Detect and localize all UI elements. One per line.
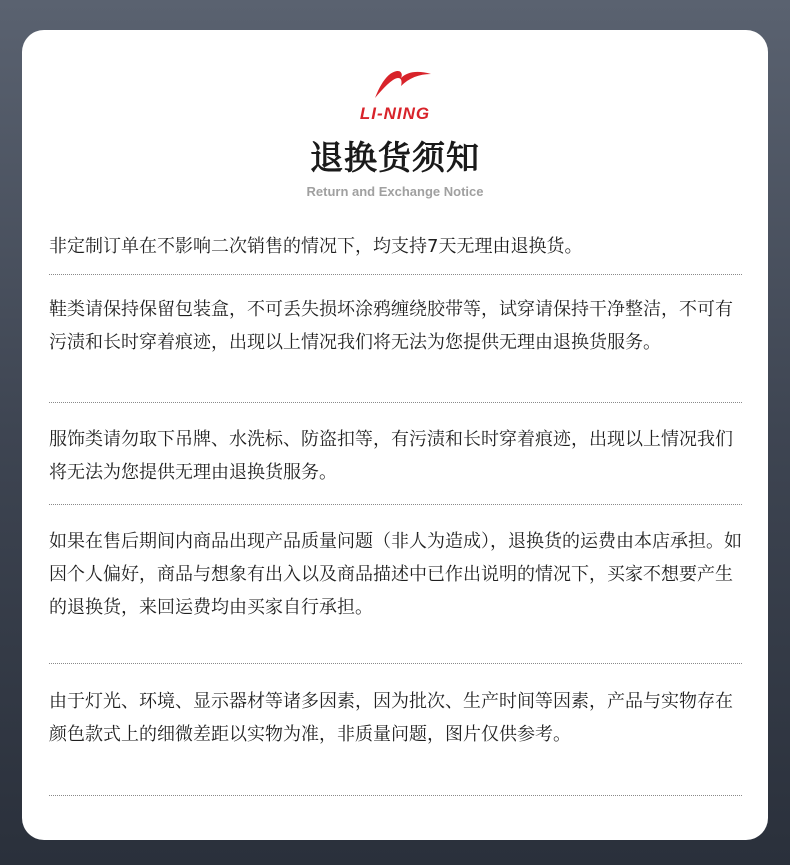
li-ning-swoosh-icon xyxy=(345,68,445,102)
li-ning-logo xyxy=(22,68,768,128)
notice-paragraph-1: 非定制订单在不影响二次销售的情况下，均支持7天无理由退换货。 xyxy=(49,236,583,257)
dotted-divider xyxy=(49,402,742,403)
dotted-divider xyxy=(49,795,742,796)
notice-paragraph-4: 如果在售后期间内商品出现产品质量问题（非人为造成），退换货的运费由本店承担。如因个人偏好，商品与想象有出入以及商品描述中已作出说明的情况下，买家不想要产生的退换货，来回运费均由买家自行承担。 xyxy=(49,531,742,618)
page-title: 退换货须知 xyxy=(310,138,480,177)
brand-wordmark: LI-NING xyxy=(359,104,431,123)
notice-paragraph-2: 鞋类请保持保留包装盒，不可丢失损坏涂鸦缠绕胶带等，试穿请保持干净整洁，不可有污渍和长时穿着痕迹，出现以上情况我们将无法为您提供无理由退换货服务。 xyxy=(49,299,733,353)
notice-card xyxy=(22,30,768,840)
dotted-divider xyxy=(49,663,742,664)
dotted-divider xyxy=(49,274,742,275)
dotted-divider xyxy=(49,504,742,505)
notice-paragraph-5: 由于灯光、环境、显示器材等诸多因素，因为批次、生产时间等因素，产品与实物存在颜色款式上的细微差距以实物为准，非质量问题，图片仅供参考。 xyxy=(49,691,733,745)
notice-paragraph-3: 服饰类请勿取下吊牌、水洗标、防盗扣等，有污渍和长时穿着痕迹，出现以上情况我们将无法为您提供无理由退换货服务。 xyxy=(49,429,733,483)
page-subtitle: Return and Exchange Notice xyxy=(306,184,484,199)
